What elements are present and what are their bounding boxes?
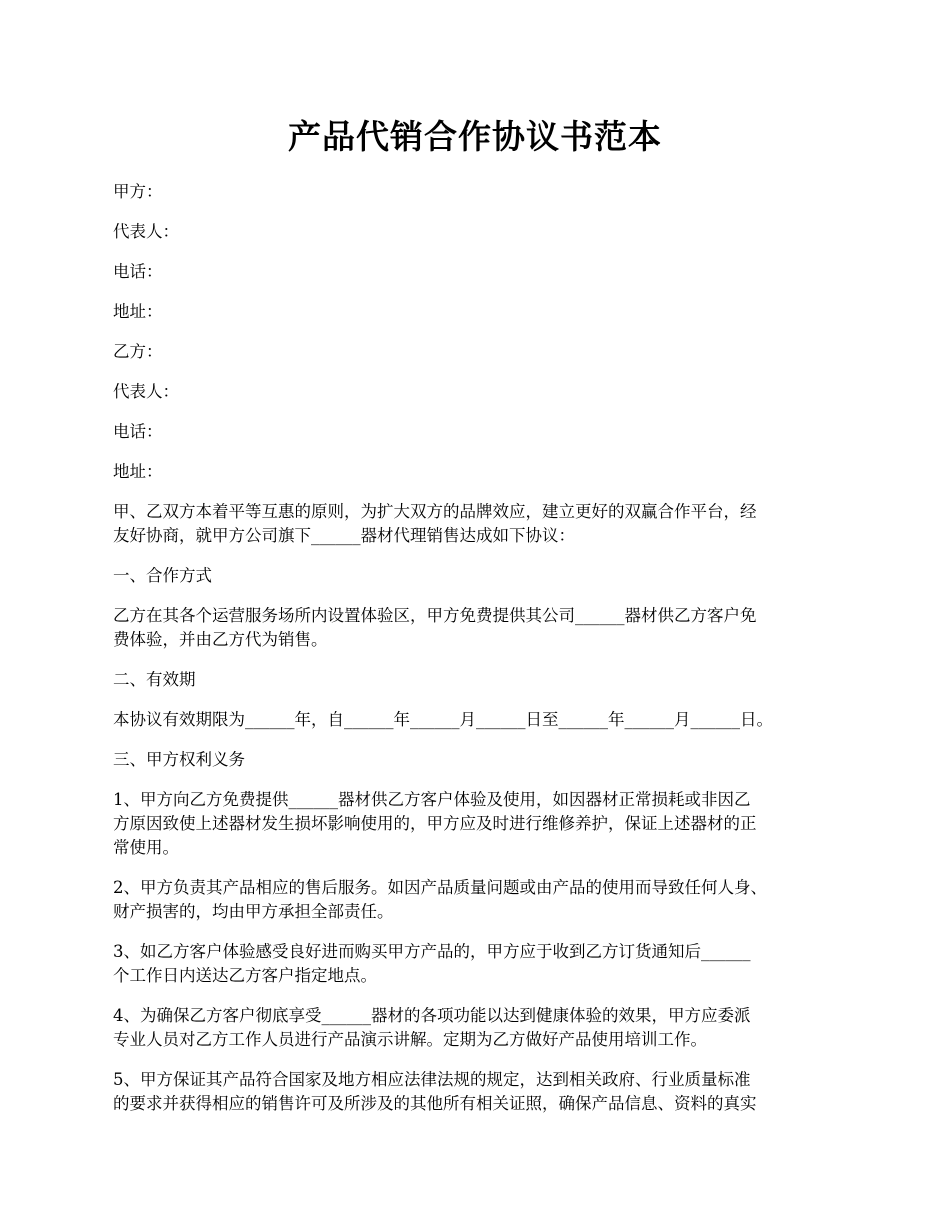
paragraph-line: 本协议有效期限为______年，自______年______月______日至______年______月______日。 [113,710,773,729]
clause-1 [113,788,843,860]
paragraph-line: 乙方在其各个运营服务场所内设置体验区，甲方免费提供其公司______器材供乙方客户免 [113,606,757,625]
section-heading-cooperation: 一、合作方式 [113,566,212,585]
paragraph-line: 个工作日内送达乙方客户指定地点。 [113,966,377,985]
document-body [113,180,843,1132]
intro-paragraph [113,500,843,548]
paragraph-line: 费体验，并由乙方代为销售。 [113,630,328,649]
party-a-representative: 代表人： [113,222,179,241]
paragraph-line: 1、甲方向乙方免费提供______器材供乙方客户体验及使用，如因器材正常损耗或非因乙 [113,790,751,809]
paragraph-line: 的要求并获得相应的销售许可及所涉及的其他所有相关证照，确保产品信息、资料的真实 [113,1094,757,1113]
paragraph-line: 5、甲方保证其产品符合国家及地方相应法律法规的规定，达到相关政府、行业质量标准 [113,1070,751,1089]
cooperation-paragraph [113,604,843,652]
party-a-label: 甲方： [113,182,163,201]
document-title: 产品代销合作协议书范本 [288,117,662,156]
party-b-address: 地址： [113,462,163,481]
party-b-label: 乙方： [113,342,163,361]
party-b-representative: 代表人： [113,382,179,401]
paragraph-line: 财产损害的，均由甲方承担全部责任。 [113,902,394,921]
section-heading-party-a-rights: 三、甲方权利义务 [113,750,245,769]
party-a-phone: 电话： [113,262,163,281]
clause-5 [113,1068,843,1116]
clause-2 [113,876,843,924]
paragraph-line: 方原因致使上述器材发生损坏影响使用的，甲方应及时进行维修养护，保证上述器材的正 [113,814,757,833]
party-b-phone: 电话： [113,422,163,441]
party-a-address: 地址： [113,302,163,321]
paragraph-line: 4、为确保乙方客户彻底享受______器材的各项功能以达到健康体验的效果，甲方应委派 [113,1006,751,1025]
paragraph-line: 2、甲方负责其产品相应的售后服务。如因产品质量问题或由产品的使用而导致任何人身、 [113,878,767,897]
intro-line: 友好协商，就甲方公司旗下______器材代理销售达成如下协议： [113,526,575,545]
paragraph-line: 专业人员对乙方工作人员进行产品演示讲解。定期为乙方做好产品使用培训工作。 [113,1030,707,1049]
intro-line: 甲、乙双方本着平等互惠的原则，为扩大双方的品牌效应，建立更好的双赢合作平台，经 [113,502,757,521]
validity-paragraph [113,708,843,732]
clause-3 [113,940,843,988]
clause-4 [113,1004,843,1052]
paragraph-line: 3、如乙方客户体验感受良好进而购买甲方产品的，甲方应于收到乙方订货通知后______ [113,942,751,961]
section-heading-validity: 二、有效期 [113,670,196,689]
paragraph-line: 常使用。 [113,838,179,857]
